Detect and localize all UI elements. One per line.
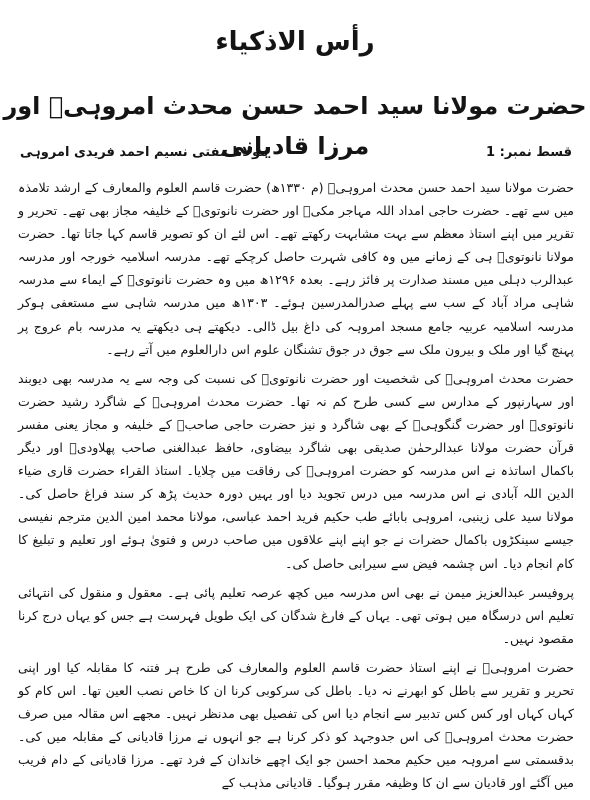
paragraph: حضرت مولانا سید احمد حسن محدث امروہیؒ (م ۱۳۳۰ھ) حضرت قاسم العلوم والمعارف کے ارشد تلامذہ میں سے تھے۔ حضرت حاجی امداد اللہ مہاجر مکیؒ اور حضرت نانوتویؒ کے خلیفہ مجاز بھی تھے۔ تحریر و تقریر میں اپنے استاذ معظم سے بہت مشابہت رکھتے تھے۔ اس لئے ان کو تصویر قاسم کہا جاتا تھا۔ حضرت مولانا نانوتویؒ ہی کے زمانے میں وہ کافی شہرت حاصل کرچکے تھے۔ مدرسہ اسلامیہ خورجہ اور مدرسہ عبدالرب دہلی میں مسند صدارت پر فائز رہے۔ بعدہ ۱۲۹۶ھ میں وہ حضرت نانوتویؒ کے ایماء سے مدرسہ شاہی مراد آباد کے سب سے پہلے صدرالمدرسین ہوئے۔ ۱۳۰۳ھ میں مدرسہ شاہی سے مستعفی ہوکر مدرسہ اسلامیہ عربیہ جامع مسجد امروہہ کی داغ بیل ڈالی۔ دیکھتے ہی دیکھتے یہ مدرسہ بام عروج پر پہنچ گیا اور ملک و بیرون ملک سے جوق در جوق تشنگان علوم اس دارالعلوم میں آتے رہے۔ [18, 180, 574, 357]
article-title: حضرت مولانا سید احمد حسن محدث امروہیؒ اور مرزا قادیانی [3, 92, 587, 160]
paragraph: حضرت محدث امروہیؒ کی شخصیت اور حضرت نانوتویؒ کی نسبت کی وجہ سے یہ مدرسہ بھی دیوبند اور سہارنپور کے مدارس سے کسی طرح کم نہ تھا۔ حضرت محدث امروہیؒ کے شاگرد رشید حضرت نانوتویؒ اور حضرت گنگوہیؒ کے بھی شاگرد و نیز حضرت حاجی صاحبؒ کے خلیفہ و مجاز یعنی مفسر قرآن حضرت مولانا عبدالرحمٰن صدیقی بھی شاگرد بیضاوی، حافظ عبدالغنی صاحب پھلاودیؒ اور دیگر باکمال اساتذہ نے اس مدرسہ کو حضرت امروہیؒ کی رفاقت میں چلایا۔ استاذ القراء حضرت قاری ضیاء الدین اللہ آبادی نے اس مدرسہ میں درس تجوید دیا اور یہیں دورہ حدیث پڑھ کر سند فراغ حاصل کی۔ مولانا سید علی زینبی، امروہی بابائے طب حکیم فرید احمد عباسی، مولانا محمد امین الدین مترجم نفیسی جیسے سینکڑوں باکمال حضرات نے جو اپنے اپنے علاقوں میں صاحب درس و فتویٰ ہوئے اور تعلیم و تبلیغ کا کام انجام دیا۔ اس چشمہ فیض سے سیرابی حاصل کی۔ [18, 370, 574, 571]
byline-row [20, 143, 572, 163]
paragraph: حضرت امروہیؒ نے اپنے استاذ حضرت قاسم العلوم والمعارف کی طرح ہر فتنہ کا مقابلہ کیا اور اپنی تحریر و تقریر سے باطل کو ابھرنے نہ دیا۔ باطل کی سرکوبی کرنا ان کا خاص نصب العین تھا۔ اس کام کو کہاں کہاں اور کس کس تدبیر سے انجام دیا اس کی تفصیل بھی مدنظر نہیں۔ مجھے اس مقالہ میں صرف حضرت محدث امروہیؒ کی اس جدوجہد کو ذکر کرنا ہے جو انہوں نے مرزا قادیانی کے مقابلہ میں کی۔ بدقسمتی سے امروہہ میں حکیم محمد احسن جو ایک اچھے خاندان کے فرد تھے۔ مرزا قادیانی کے دام فریب میں آگئے اور قادیان سے ان کا وظیفہ مقرر ہوگیا۔ قادیانی مذہب کے [18, 659, 574, 791]
paragraph: پروفیسر عبدالعزیز میمن نے بھی اس مدرسہ میں کچھ عرصہ تعلیم پائی ہے۔ معقول و منقول کی انتہائی تعلیم اس درسگاہ میں ہوتی تھی۔ یہاں کے فارغ شدگان کی ایک طویل فہرست ہے جس کو یہاں درج کرنا مقصود نہیں۔ [18, 584, 574, 646]
author-name: مولانا مفتی نسیم احمد فریدی امروہی [20, 145, 269, 160]
magazine-title: رأس الاذکیاء [215, 27, 375, 57]
article-body [18, 176, 574, 800]
installment-label: قسط نمبر: 1 [486, 145, 572, 160]
